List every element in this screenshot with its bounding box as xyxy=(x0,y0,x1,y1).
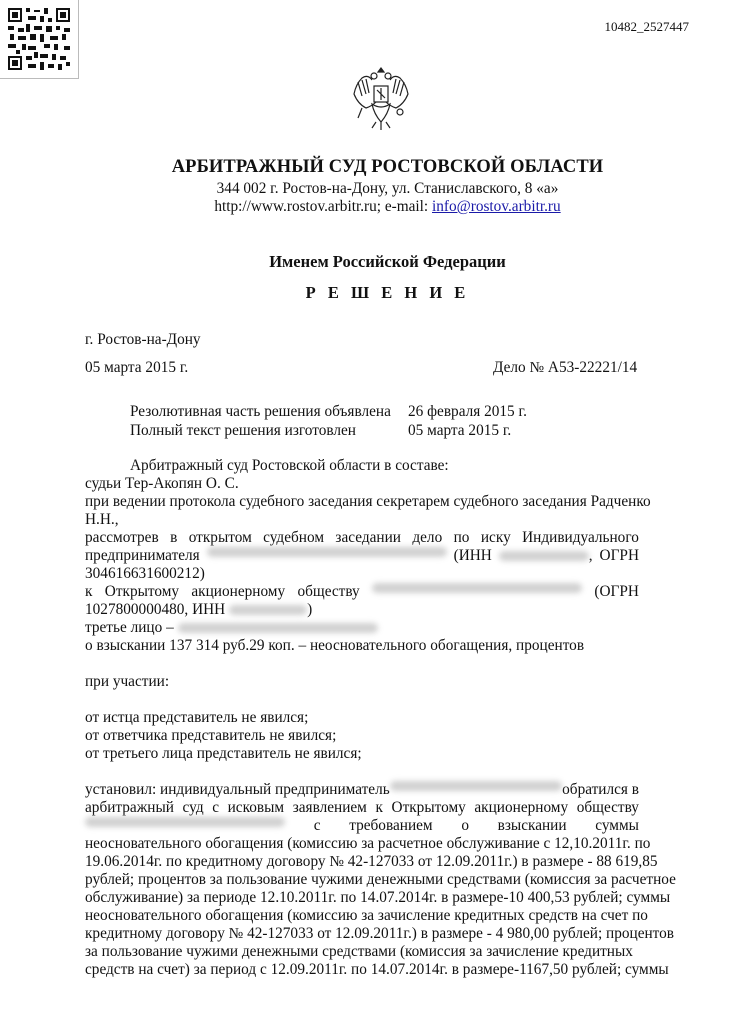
plaintiff-absent: от истца представитель не явился; xyxy=(85,709,309,726)
court-address: 344 002 г. Ростов-на-Дону, ул. Станиславского, 8 «а» xyxy=(216,180,559,197)
established-line-5 xyxy=(85,853,658,871)
defendant-ogrn-line xyxy=(85,601,312,619)
full-text-date: 05 марта 2015 г. xyxy=(408,422,512,439)
secretary-line-1: при ведении протокола судебного заседания секретарем судебного заседания Радченко xyxy=(85,493,651,510)
case-number: Дело № А53-22221/14 xyxy=(493,359,638,376)
paragraph-text: средств на счет) за период с 12.09.2011г. по 14.07.2014г. в размере-1167,50 рублей; суммы xyxy=(85,961,669,978)
established-line-8 xyxy=(85,907,648,925)
word: к xyxy=(375,799,383,816)
email-link[interactable]: info@rostov.arbitr.ru xyxy=(432,198,561,215)
word: требованием xyxy=(349,817,433,834)
third-party-line xyxy=(85,619,378,637)
coat-of-arms-icon xyxy=(350,64,412,137)
word: арбитражный xyxy=(85,799,174,816)
word: Открытому xyxy=(104,583,180,600)
word: дело xyxy=(412,529,443,546)
word: Открытому xyxy=(391,799,466,816)
claim: о взыскании 137 314 руб.29 коп. – неосновательного обогащения, процентов xyxy=(85,637,585,654)
defendant-ogrn-label: (ОГРН xyxy=(594,583,639,600)
redacted-defendant-name xyxy=(372,583,582,593)
operative-label: Резолютивная часть решения объявлена xyxy=(130,403,391,420)
established-line-1 xyxy=(85,781,639,799)
paragraph-text: 19.06.2014г. по кредитному договору № 42-127033 от 12.09.2011г.) в размере - 88 619,85 xyxy=(85,853,658,870)
word: о xyxy=(461,817,469,834)
judge: судьи Тер-Акопян О. С. xyxy=(85,475,239,492)
word: открытом xyxy=(188,529,252,546)
redacted-entrepreneur-name xyxy=(390,781,562,791)
established-line-6 xyxy=(85,871,676,889)
established-line-9 xyxy=(85,925,675,943)
third-party-label: третье лицо – xyxy=(85,619,174,636)
paragraph-text: неосновательного обогащения (комиссию за зачисление кредитных средств на счет по xyxy=(85,907,648,924)
defendant-absent: от ответчика представитель не явился; xyxy=(85,727,337,744)
word: акционерному xyxy=(474,799,569,816)
court-name: АРБИТРАЖНЫЙ СУД РОСТОВСКОЙ ОБЛАСТИ xyxy=(171,157,604,177)
document-id: 10482_2527447 xyxy=(604,19,689,34)
qr-code-icon xyxy=(6,6,72,72)
word: к xyxy=(85,583,93,600)
word: рассмотрев xyxy=(85,529,159,546)
word: исковым xyxy=(227,799,285,816)
in-name-of-federation: Именем Российской Федерации xyxy=(269,252,506,271)
inn-label: (ИНН xyxy=(453,547,492,564)
decision-date: 05 марта 2015 г. xyxy=(85,359,189,376)
entrepreneur-word: предпринимателя xyxy=(85,547,200,564)
word: судебном xyxy=(263,529,325,546)
court-composition: Арбитражный суд Ростовской области в составе: xyxy=(130,457,449,474)
established-line-2 xyxy=(85,799,639,817)
word: Индивидуального xyxy=(522,529,639,546)
redacted-plaintiff-inn xyxy=(499,551,589,561)
established-end: обратился в xyxy=(562,781,639,798)
word: акционерному xyxy=(191,583,286,600)
established-start: установил: индивидуальный предприниматель xyxy=(85,781,390,798)
defendant-line xyxy=(85,583,639,601)
secretary-line-2: Н.Н., xyxy=(85,511,119,528)
word: в xyxy=(170,529,178,546)
established-line-3 xyxy=(85,817,639,835)
paragraph-text: за пользование чужими денежными средствами (комиссия за зачисление кредитных xyxy=(85,943,633,960)
word: обществу xyxy=(297,583,360,600)
established-line-4 xyxy=(85,835,651,853)
established-line-10 xyxy=(85,943,639,961)
redacted-plaintiff-name xyxy=(207,547,447,557)
plaintiff-line: предпринимателя (ИНН , ОГРН xyxy=(85,547,639,564)
qr-code xyxy=(0,0,79,79)
operative-date: 26 февраля 2015 г. xyxy=(408,403,527,420)
defendant-close-paren: ) xyxy=(307,601,313,618)
decision-title: Р Е Ш Е Н И Е xyxy=(305,283,470,302)
word: по xyxy=(453,529,470,546)
city: г. Ростов-на-Дону xyxy=(85,331,201,348)
word: суд xyxy=(182,799,204,816)
considering-line xyxy=(85,529,639,547)
redacted-defendant-inn xyxy=(229,605,307,615)
established-line-7 xyxy=(85,889,671,907)
word: взыскании xyxy=(497,817,567,834)
word: заявлением xyxy=(292,799,367,816)
paragraph-text: обслуживание) за периоде 12.10.2011г. по 14.07.2014г. в размере-10 400,53 рублей; суммы xyxy=(85,889,671,906)
participation: при участии: xyxy=(85,673,170,690)
redacted-third-party-name xyxy=(178,623,378,633)
established-line-11 xyxy=(85,961,669,979)
paragraph-text: неосновательного обогащения (комиссию за расчетное обслуживание с 12,10.2011г. по xyxy=(85,835,651,852)
paragraph-text: рублей; процентов за пользование чужими денежными средствами (комиссия за расчетное xyxy=(85,871,676,888)
redacted-bank-name xyxy=(85,817,285,827)
court-contacts xyxy=(0,198,731,216)
word: с xyxy=(313,817,321,834)
word: иску xyxy=(480,529,511,546)
paragraph-text: кредитному договору № 42-127033 от 12.09.2011г.) в размере - 4 980,00 рублей; процентов xyxy=(85,925,675,942)
word: заседании xyxy=(335,529,401,546)
website-text: http://www.rostov.arbitr.ru; e-mail: xyxy=(214,198,432,215)
third-party-absent: от третьего лица представитель не явился; xyxy=(85,745,362,762)
word: суммы xyxy=(595,817,639,834)
plaintiff-ogrn: 304616631600212) xyxy=(85,565,205,582)
word: с xyxy=(212,799,220,816)
full-text-label: Полный текст решения изготовлен xyxy=(130,422,356,439)
ogrn-label: ОГРН xyxy=(599,547,639,564)
word: обществу xyxy=(576,799,639,816)
defendant-ogrn: 1027800000480, ИНН xyxy=(85,601,226,618)
